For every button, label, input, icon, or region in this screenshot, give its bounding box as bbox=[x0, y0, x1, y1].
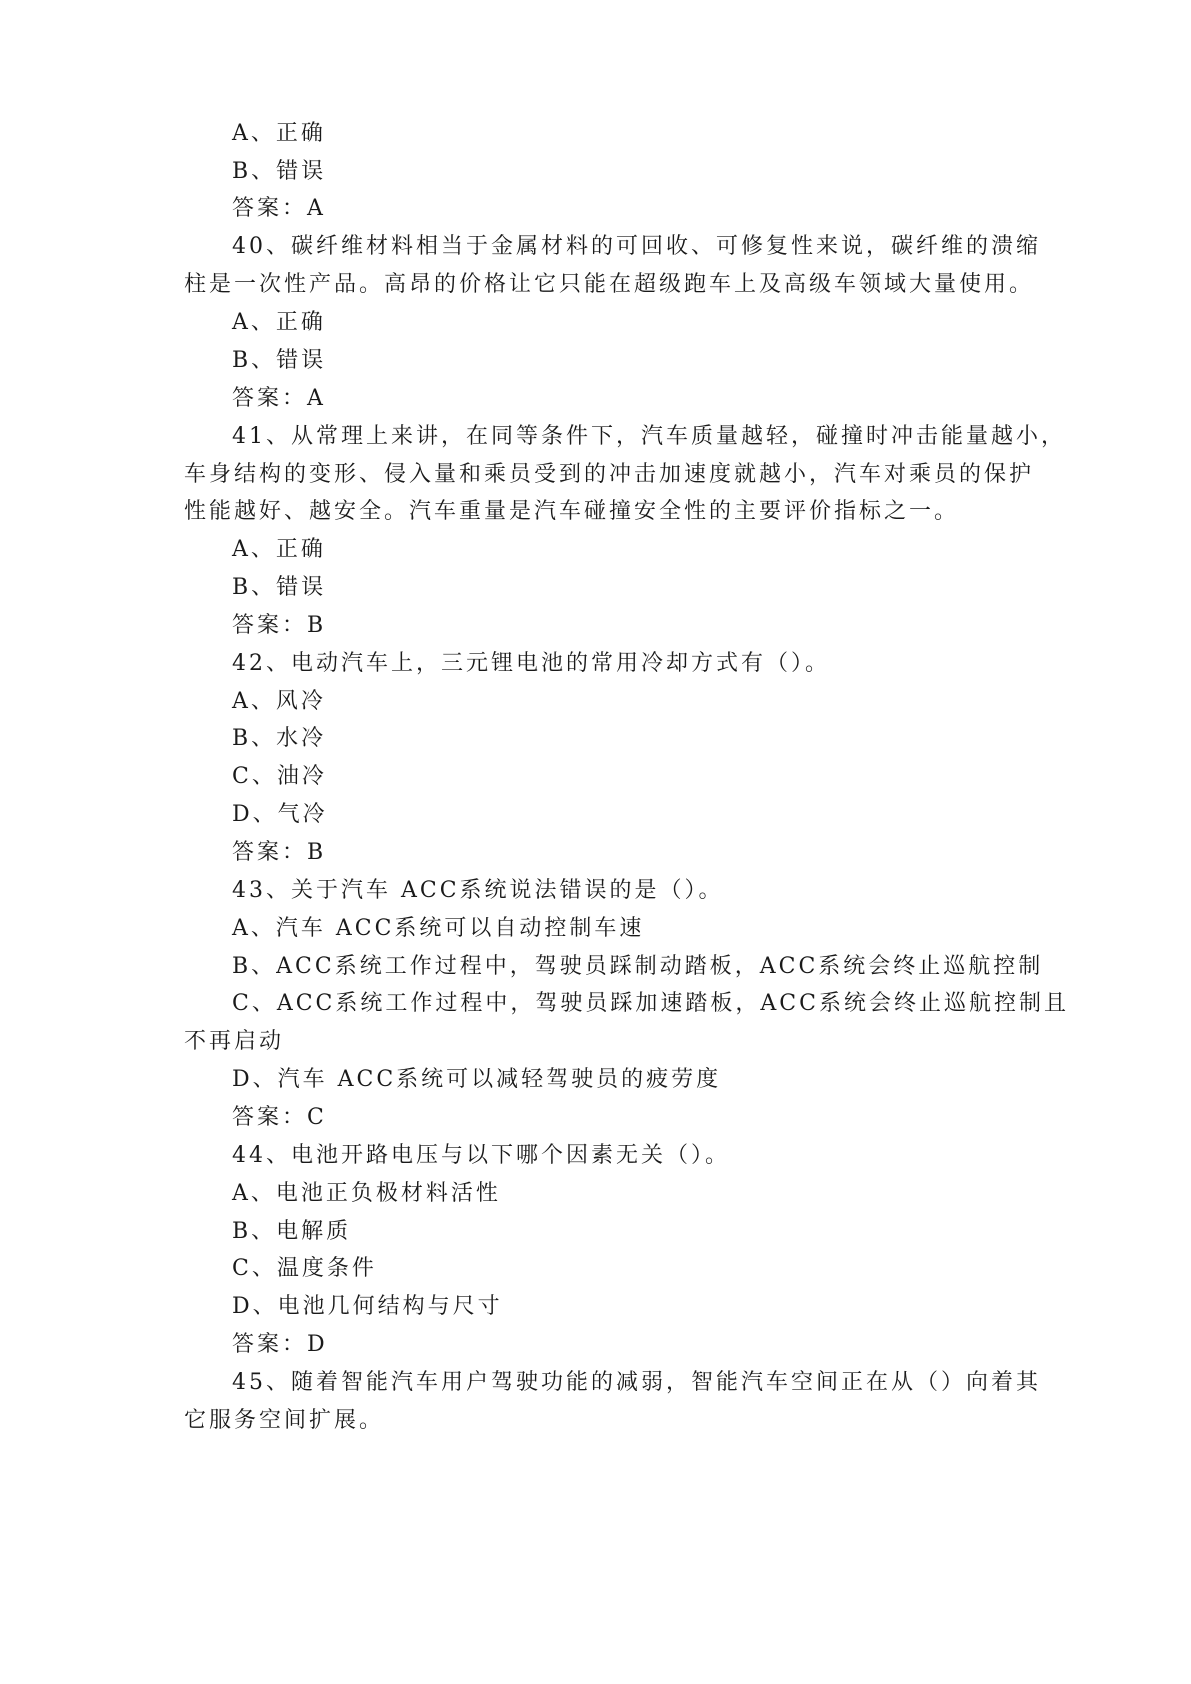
option-text: C、油冷 bbox=[232, 764, 327, 789]
option-text: B、ACC系统工作过程中，驾驶员踩制动踏板，ACC系统会终止巡航控制 bbox=[232, 954, 1044, 979]
option-text: A、正确 bbox=[232, 537, 326, 562]
option-text: B、水冷 bbox=[232, 726, 327, 751]
answer-text: 答案：A bbox=[232, 196, 326, 221]
option-text: 不再启动 bbox=[184, 1029, 285, 1054]
option-text: C、ACC系统工作过程中，驾驶员踩加速踏板，ACC系统会终止巡航控制且 bbox=[232, 991, 1069, 1016]
question-text: 车身结构的变形、侵入量和乘员受到的冲击加速度就越小，汽车对乘员的保护 bbox=[184, 462, 1035, 487]
option-text: D、气冷 bbox=[232, 802, 328, 827]
question-text: 它服务空间扩展。 bbox=[184, 1408, 385, 1433]
answer-text: 答案：A bbox=[232, 386, 326, 411]
option-text: A、电池正负极材料活性 bbox=[232, 1181, 501, 1206]
option-text: B、错误 bbox=[232, 159, 327, 184]
answer-text: 答案：D bbox=[232, 1332, 328, 1357]
option-text: B、电解质 bbox=[232, 1219, 352, 1244]
option-text: B、错误 bbox=[232, 575, 327, 600]
option-text: D、电池几何结构与尺寸 bbox=[232, 1294, 503, 1319]
question-text: 柱是一次性产品。高昂的价格让它只能在超级跑车上及高级车领域大量使用。 bbox=[184, 272, 1035, 297]
question-text: 41、从常理上来讲，在同等条件下，汽车质量越轻，碰撞时冲击能量越小， bbox=[232, 424, 1066, 449]
option-text: A、风冷 bbox=[232, 689, 326, 714]
option-text: C、温度条件 bbox=[232, 1256, 377, 1281]
question-text: 40、碳纤维材料相当于金属材料的可回收、可修复性来说，碳纤维的溃缩 bbox=[232, 234, 1041, 259]
question-text: 44、电池开路电压与以下哪个因素无关（）。 bbox=[232, 1143, 730, 1168]
answer-text: 答案：B bbox=[232, 613, 327, 638]
option-text: A、汽车 ACC系统可以自动控制车速 bbox=[232, 916, 645, 941]
option-text: A、正确 bbox=[232, 310, 326, 335]
option-text: A、正确 bbox=[232, 121, 326, 146]
option-text: B、错误 bbox=[232, 348, 327, 373]
answer-text: 答案：B bbox=[232, 840, 327, 865]
question-text: 43、关于汽车 ACC系统说法错误的是（）。 bbox=[232, 878, 724, 903]
answer-text: 答案：C bbox=[232, 1105, 327, 1130]
question-text: 性能越好、越安全。汽车重量是汽车碰撞安全性的主要评价指标之一。 bbox=[184, 499, 960, 524]
question-text: 45、随着智能汽车用户驾驶功能的减弱，智能汽车空间正在从（）向着其 bbox=[232, 1370, 1041, 1395]
option-text: D、汽车 ACC系统可以减轻驾驶员的疲劳度 bbox=[232, 1067, 722, 1092]
question-text: 42、电动汽车上，三元锂电池的常用冷却方式有（）。 bbox=[232, 651, 830, 676]
